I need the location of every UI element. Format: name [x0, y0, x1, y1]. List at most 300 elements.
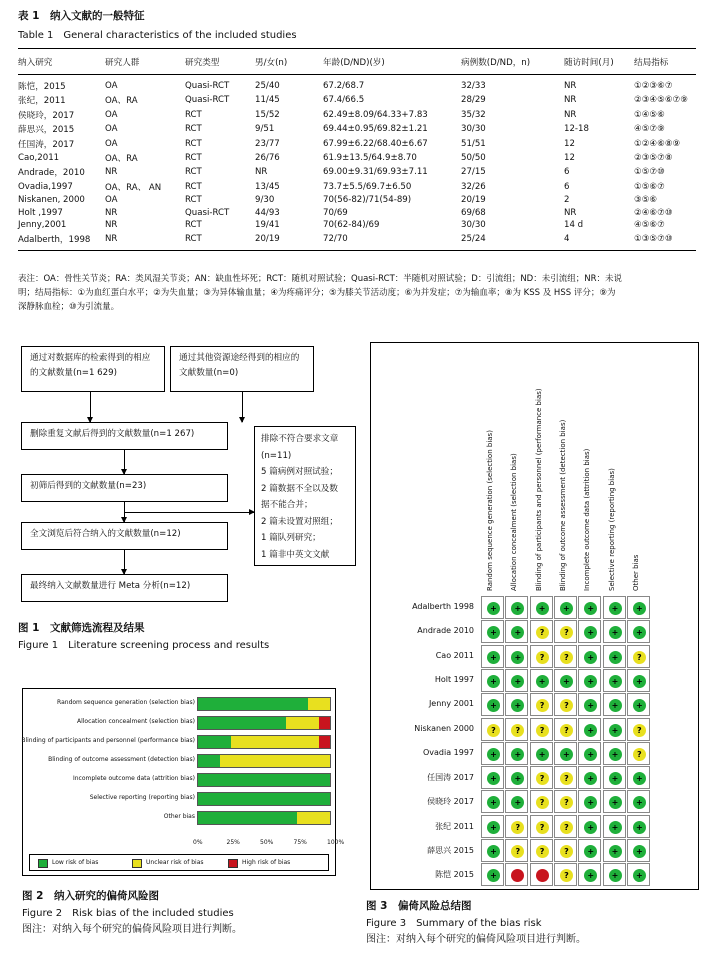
table-cell: 70/69: [323, 207, 348, 218]
risk-dot: +: [609, 651, 622, 664]
flow-exclusion-arrow: [124, 512, 254, 513]
risk-dot: ?: [511, 821, 524, 834]
risk-cell: [578, 839, 601, 862]
risk-dot: +: [487, 748, 500, 761]
risk-of-bias-summary: [370, 342, 699, 890]
table-cell: RCT: [185, 109, 202, 120]
bias-bar-row: [23, 773, 337, 787]
risk-dot: +: [609, 602, 622, 615]
risk-dot: +: [511, 772, 524, 785]
flow-dedup-box: 删除重复文献后得到的文献数量(n=1 267): [21, 422, 228, 450]
risk-cell: [530, 596, 553, 619]
risk-dot: ?: [560, 651, 573, 664]
table-cell: 72/70: [323, 232, 461, 251]
table-cell: OA、RA、 AN: [105, 182, 162, 193]
figure1-caption-cn: 图 1 文献筛选流程及结果: [18, 622, 145, 634]
table-cell: 44/93: [255, 207, 280, 218]
table-cell: Adalberth，1998: [18, 232, 105, 251]
risk-dot: [511, 869, 524, 882]
flow-arrow-5: [124, 550, 125, 574]
risk-dot: +: [584, 845, 597, 858]
risk-cell: [603, 790, 626, 813]
risk-dot: +: [584, 724, 597, 737]
table-note-line-1: 表注：OA：骨性关节炎；RA：类风湿关节炎；AN：缺血性坏死；RCT：随机对照试验；Quasi-RCT：半随机对照试验；D：引流组；ND：未引流组；NR：未说: [18, 274, 622, 284]
risk-cell: [578, 693, 601, 716]
risk-cell: [603, 718, 626, 741]
exclusion-line: 排除不符合要求文章: [261, 434, 339, 444]
risk-dot: +: [536, 675, 549, 688]
table-cell: 薛思兴，2015: [18, 125, 75, 136]
table-row: [18, 108, 696, 122]
risk-dot: +: [511, 651, 524, 664]
exclusion-line: 2 篇未设置对照组；: [261, 516, 338, 527]
risk-cell: [481, 766, 504, 789]
risk-cell: [505, 645, 528, 668]
bias-bar-row: [23, 716, 337, 730]
risk-dot: ?: [633, 651, 646, 664]
risk-dot: +: [487, 796, 500, 809]
risk-cell: [505, 669, 528, 692]
table-cell: NR: [255, 167, 268, 178]
risk-cell: [554, 839, 577, 862]
risk-dot: ?: [560, 821, 573, 834]
table-cell: 25/40: [255, 81, 280, 91]
bias-bar-label: Incomplete outcome data (attrition bias): [72, 775, 195, 782]
table-cell: 9/51: [255, 124, 275, 135]
table-cell: Andrade，2010: [18, 168, 85, 179]
risk-dot: +: [487, 821, 500, 834]
risk-cell: [578, 863, 601, 886]
table-cell: OA: [105, 109, 118, 120]
study-label: Jenny 2001: [428, 699, 474, 709]
table-cell: Holt ,1997: [18, 207, 63, 218]
table-note-line-3: 深静脉血栓；⑩为引流量。: [18, 302, 120, 312]
bias-domain-label: Other bias: [631, 554, 640, 591]
risk-dot: +: [633, 869, 646, 882]
table-cell: 15/52: [255, 109, 280, 120]
legend-low-swatch: [38, 859, 48, 868]
table-cell: 20/19: [461, 195, 486, 206]
table-cell: OA、RA: [105, 153, 138, 164]
bias-domain-label: Allocation concealment (selection bias): [510, 453, 519, 591]
risk-cell: [554, 718, 577, 741]
x-tick-label: 75%: [293, 839, 307, 846]
table-cell: Niskanen, 2000: [18, 195, 85, 206]
table-cell: 62.49±8.09/64.33+7.83: [323, 109, 428, 120]
risk-dot: +: [633, 845, 646, 858]
risk-cell: [627, 790, 650, 813]
table-note-line-2: 明；结局指标：①为血红蛋白水平；②为失血量；③为异体输血量；④为疼痛评分；⑤为膝关节活动度；⑥为并发症；⑦为输血率；⑧为 KSS 及 HSS 评分；⑨为: [18, 288, 616, 298]
risk-dot: +: [584, 675, 597, 688]
table-row: [18, 151, 696, 165]
risk-cell: [578, 815, 601, 838]
risk-cell: [505, 620, 528, 643]
risk-dot: +: [584, 869, 597, 882]
bias-bar-low-segment: [198, 755, 220, 767]
risk-cell: [578, 669, 601, 692]
table-cell: 2: [564, 195, 570, 206]
table-cell: NR: [105, 167, 118, 178]
risk-cell: [603, 742, 626, 765]
table-cell: 69.00±9.31/69.93±7.11: [323, 167, 428, 178]
bias-bar-row: [23, 754, 337, 768]
table-cell: 69.44±0.95/69.82±1.21: [323, 124, 428, 135]
risk-cell: [627, 620, 650, 643]
study-label: Andrade 2010: [417, 626, 474, 636]
risk-dot: +: [633, 796, 646, 809]
study-label: Ovadia 1997: [422, 747, 474, 757]
bias-bar-label: Selective reporting (reporting bias): [89, 794, 195, 801]
table-cell: ③⑤⑥: [634, 195, 658, 206]
table-cell: 张纪，2011: [18, 96, 66, 107]
risk-dot: ?: [633, 724, 646, 737]
risk-cell: [481, 863, 504, 886]
risk-dot: +: [609, 796, 622, 809]
risk-cell: [481, 669, 504, 692]
table-cell: 30/30: [461, 220, 486, 231]
risk-dot: ?: [560, 845, 573, 858]
table-header-cell: 年龄(D/ND)(岁): [323, 49, 461, 75]
risk-cell: [627, 766, 650, 789]
risk-cell: [481, 596, 504, 619]
table-row: [18, 232, 696, 251]
risk-dot: +: [633, 626, 646, 639]
table-cell: NR: [105, 232, 185, 251]
table-cell: 13/45: [255, 181, 280, 192]
risk-dot: ?: [560, 724, 573, 737]
table-cell: OA: [105, 81, 118, 91]
study-label: Holt 1997: [434, 674, 474, 684]
table-cell: OA: [105, 195, 118, 206]
table-cell: 19/41: [255, 220, 280, 231]
table-header-cell: 男/女(n): [255, 49, 323, 75]
risk-cell: [530, 863, 553, 886]
risk-dot: +: [487, 699, 500, 712]
risk-cell: [603, 693, 626, 716]
bias-bar-row: [23, 811, 337, 825]
table-row: [18, 206, 696, 219]
table-cell: 陈恺，2015: [18, 82, 66, 92]
risk-dot: ?: [487, 724, 500, 737]
risk-dot: +: [633, 602, 646, 615]
risk-cell: [603, 815, 626, 838]
legend-high-swatch: [228, 859, 238, 868]
risk-cell: [627, 742, 650, 765]
risk-dot: +: [609, 869, 622, 882]
study-label: 薛思兴 2015: [427, 846, 474, 855]
risk-cell: [603, 839, 626, 862]
table-cell: ②③⑤⑦⑧: [634, 152, 673, 163]
table-cell: 70(56-82)/71(54-89): [323, 195, 412, 206]
risk-dot: ?: [536, 845, 549, 858]
risk-dot: +: [584, 796, 597, 809]
flow-exclusion-box: [254, 426, 356, 566]
table-cell: 6: [564, 181, 570, 192]
risk-dot: +: [560, 675, 573, 688]
bias-bar-low-segment: [198, 736, 231, 748]
risk-cell: [530, 718, 553, 741]
table-header-row: [18, 49, 696, 75]
exclusion-line: (n=11): [261, 450, 292, 461]
risk-cell: [603, 645, 626, 668]
risk-cell: [530, 766, 553, 789]
table-cell: 11/45: [255, 95, 280, 106]
risk-cell: [481, 645, 504, 668]
risk-cell: [627, 645, 650, 668]
risk-dot: ?: [536, 626, 549, 639]
table-cell: 6: [564, 167, 570, 178]
risk-cell: [627, 863, 650, 886]
risk-dot: +: [487, 869, 500, 882]
table-cell: NR: [564, 207, 577, 218]
risk-cell: [530, 742, 553, 765]
risk-dot: +: [609, 675, 622, 688]
table-cell: ④⑤⑦⑨: [634, 124, 665, 135]
study-label: 陈恺 2015: [435, 870, 474, 880]
bias-bar-unclear-segment: [231, 736, 319, 748]
table-row: [18, 136, 696, 150]
table-header-cell: 研究人群: [105, 49, 185, 75]
risk-cell: [505, 790, 528, 813]
bias-bar-label: Allocation concealment (selection bias): [76, 718, 195, 725]
table-header-cell: 随访时间(月): [564, 49, 634, 75]
risk-dot: [536, 869, 549, 882]
risk-cell: [505, 693, 528, 716]
risk-of-bias-graph: [21, 688, 345, 876]
risk-dot: +: [560, 602, 573, 615]
risk-cell: [505, 863, 528, 886]
table-cell: ④⑤⑥⑦: [634, 220, 665, 231]
exclusion-line: 据不能合并；: [261, 500, 313, 510]
table-cell: 61.9±13.5/64.9±8.70: [323, 152, 417, 163]
table-cell: RCT: [185, 181, 202, 192]
table-cell: 69/68: [461, 207, 486, 218]
exclusion-line: 1 篇非中英文文献: [261, 549, 330, 560]
table-cell: 任国涛，2017: [18, 139, 75, 150]
table-cell: 14 d: [564, 220, 584, 231]
table-cell: ①⑤⑦⑩: [634, 167, 665, 178]
table-row: [18, 75, 696, 94]
table-cell: 12: [564, 138, 575, 149]
table-cell: NR: [564, 109, 577, 120]
table-cell: RCT: [185, 195, 202, 206]
table-cell: 26/76: [255, 152, 280, 163]
bias-bar-unclear-segment: [220, 755, 330, 767]
table-cell: 27/15: [461, 167, 486, 178]
risk-legend: [29, 854, 329, 871]
table-cell: ②④⑥⑦⑩: [634, 207, 673, 218]
risk-dot: +: [633, 821, 646, 834]
risk-cell: [578, 742, 601, 765]
risk-dot: ?: [511, 845, 524, 858]
risk-dot: +: [633, 772, 646, 785]
bias-bar-high-segment: [319, 736, 330, 748]
risk-cell: [505, 839, 528, 862]
risk-dot: +: [511, 796, 524, 809]
table-cell: 32/26: [461, 181, 486, 192]
risk-dot: ?: [536, 651, 549, 664]
flow-fulltext-box: 全文浏览后符合纳入的文献数量(n=12): [21, 522, 228, 550]
risk-cell: [578, 718, 601, 741]
risk-cell: [554, 645, 577, 668]
table-cell: 67.99±6.22/68.40±6.67: [323, 138, 428, 149]
risk-cell: [603, 766, 626, 789]
risk-cell: [554, 742, 577, 765]
risk-cell: [578, 596, 601, 619]
risk-dot: +: [536, 748, 549, 761]
risk-cell: [603, 669, 626, 692]
figure2-caption-en: Figure 2 Risk bias of the included studies: [22, 908, 234, 919]
risk-dot: ?: [633, 748, 646, 761]
risk-cell: [578, 645, 601, 668]
risk-cell: [627, 839, 650, 862]
risk-dot: +: [511, 626, 524, 639]
risk-dot: +: [584, 821, 597, 834]
bias-bar-low-segment: [198, 717, 286, 729]
flow-screening-box: 初筛后得到的文献数量(n=23): [21, 474, 228, 502]
risk-cell: [554, 766, 577, 789]
table-title-cn: 表 1 纳入文献的一般特征: [18, 10, 145, 22]
table-header-cell: 纳入研究: [18, 49, 105, 75]
table-cell: RCT: [185, 124, 202, 135]
risk-dot: ?: [560, 699, 573, 712]
flow-arrow-2: [242, 392, 243, 422]
table-cell: ①④⑤⑥: [634, 109, 665, 120]
bias-domain-label: Blinding of participants and personnel (performance bias): [534, 388, 543, 591]
study-label: Adalberth 1998: [412, 602, 474, 611]
table-cell: 28/29: [461, 95, 486, 106]
table-cell: 73.7±5.5/69.7±6.50: [323, 181, 412, 192]
risk-cell: [481, 839, 504, 862]
table-cell: 32/33: [461, 81, 486, 91]
table-cell: 70(62-84)/69: [323, 220, 380, 231]
risk-cell: [627, 815, 650, 838]
figure2-caption-note: 图注：对纳入每个研究的偏倚风险项目进行判断。: [22, 924, 242, 935]
table-cell: Jenny,2001: [18, 220, 67, 231]
risk-cell: [530, 645, 553, 668]
risk-cell: [554, 669, 577, 692]
flow-database-search-box: 通过对数据库的检索得到的相应的文献数量(n=1 629): [21, 346, 165, 392]
risk-dot: ?: [560, 869, 573, 882]
risk-dot: +: [609, 699, 622, 712]
table-cell: NR: [564, 95, 577, 106]
legend-unclear-swatch: [132, 859, 142, 868]
risk-dot: +: [487, 675, 500, 688]
risk-dot: +: [609, 845, 622, 858]
risk-dot: +: [609, 724, 622, 737]
figure1-caption-en: Figure 1 Literature screening process and results: [18, 640, 270, 651]
risk-cell: [481, 815, 504, 838]
risk-cell: [481, 742, 504, 765]
table-cell: 67.4/66.5: [323, 95, 365, 106]
figure3-caption-cn: 图 3 偏倚风险总结图: [366, 900, 472, 912]
figure3-caption-note: 图注：对纳入每个研究的偏倚风险项目进行判断。: [366, 934, 586, 945]
risk-dot: +: [511, 748, 524, 761]
risk-dot: +: [487, 602, 500, 615]
bias-bar-low-segment: [198, 774, 330, 786]
bias-bar-label: Random sequence generation (selection bias): [57, 699, 195, 706]
bias-bar-low-segment: [198, 793, 330, 805]
risk-cell: [505, 718, 528, 741]
risk-dot: ?: [511, 724, 524, 737]
risk-dot: +: [609, 748, 622, 761]
table-cell: Cao,2011: [18, 152, 60, 163]
risk-cell: [627, 669, 650, 692]
risk-cell: [627, 718, 650, 741]
bias-bar-row: [23, 792, 337, 806]
risk-dot: ?: [560, 796, 573, 809]
table-cell: RCT: [185, 138, 202, 149]
bias-bar-low-segment: [198, 812, 297, 824]
bias-bar-row: [23, 697, 337, 711]
risk-dot: +: [584, 772, 597, 785]
risk-dot: +: [560, 748, 573, 761]
table-header-cell: 结局指标: [634, 49, 696, 75]
table-cell: 25/24: [461, 232, 564, 251]
table-cell: Quasi-RCT: [185, 207, 230, 218]
x-tick-label: 25%: [226, 839, 240, 846]
bias-domain-label: Blinding of outcome assessment (detection bias): [558, 419, 567, 591]
legend-high-label: High risk of bias: [242, 859, 291, 866]
risk-dot: +: [584, 699, 597, 712]
risk-cell: [505, 766, 528, 789]
bias-bar-label: Blinding of participants and personnel (performance bias): [21, 737, 195, 744]
risk-cell: [505, 742, 528, 765]
table-cell: ①③⑤⑦⑩: [634, 232, 696, 251]
table-cell: 12-18: [564, 124, 589, 135]
table-cell: 50/50: [461, 152, 486, 163]
risk-cell: [505, 596, 528, 619]
table-cell: NR: [105, 220, 118, 231]
bias-bar-unclear-segment: [308, 698, 330, 710]
risk-cell: [578, 790, 601, 813]
table-cell: 35/32: [461, 109, 486, 120]
risk-cell: [578, 766, 601, 789]
risk-dot: +: [584, 626, 597, 639]
risk-cell: [554, 863, 577, 886]
figure3-caption-en: Figure 3 Summary of the bias risk: [366, 918, 542, 929]
risk-cell: [627, 596, 650, 619]
bias-domain-label: Incomplete outcome data (attrition bias): [583, 448, 592, 591]
risk-cell: [554, 620, 577, 643]
risk-cell: [505, 815, 528, 838]
study-label: Niskanen 2000: [414, 723, 474, 733]
table-cell: RCT: [185, 152, 202, 163]
table-cell: 30/30: [461, 124, 486, 135]
risk-dot: ?: [536, 699, 549, 712]
risk-cell: [554, 693, 577, 716]
risk-dot: +: [487, 772, 500, 785]
table-cell: 12: [564, 152, 575, 163]
table-cell: Quasi-RCT: [185, 81, 230, 91]
exclusion-line: 5 篇病例对照试验；: [261, 467, 338, 477]
risk-dot: ?: [536, 821, 549, 834]
table-cell: OA、RA: [105, 96, 138, 107]
table-cell: Ovadia,1997: [18, 181, 73, 192]
risk-dot: ?: [560, 772, 573, 785]
risk-dot: +: [487, 845, 500, 858]
risk-dot: +: [511, 699, 524, 712]
bias-domain-label: Random sequence generation (selection bias): [486, 430, 494, 591]
table-title-en: Table 1 General characteristics of the included studies: [18, 30, 297, 41]
risk-cell: [530, 669, 553, 692]
risk-dot: +: [609, 626, 622, 639]
risk-dot: ?: [536, 724, 549, 737]
table-cell: 4: [564, 232, 634, 251]
table-header-cell: 病例数(D/ND，n): [461, 49, 564, 75]
risk-cell: [603, 596, 626, 619]
bias-bar-unclear-segment: [297, 812, 330, 824]
